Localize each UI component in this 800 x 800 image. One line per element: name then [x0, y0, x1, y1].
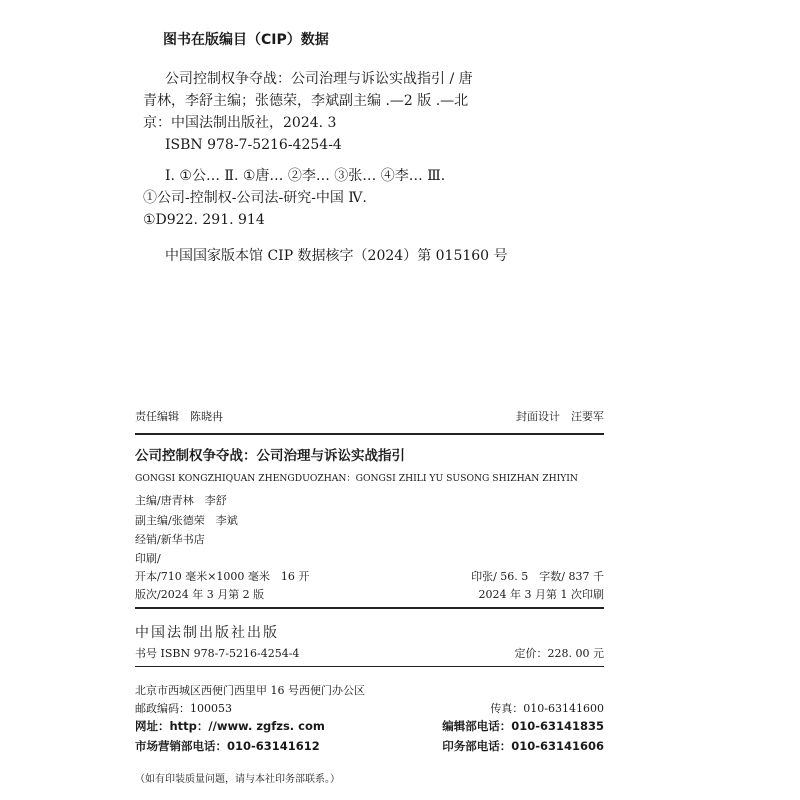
- divider-bottom: [135, 666, 604, 667]
- fax: 传真：010-63141600: [490, 702, 604, 715]
- sheets-and-words: 印张/ 56. 5 字数/ 837 千: [471, 570, 604, 583]
- printing: 印刷/: [135, 552, 161, 565]
- printing-dept-phone: 印务部电话：010-63141606: [442, 739, 604, 753]
- cip-subject-line-3: ①D922. 291. 914: [143, 212, 265, 228]
- cip-isbn: ISBN 978-7-5216-4254-4: [165, 137, 342, 153]
- cip-subject-line-1: Ⅰ. ①公… Ⅱ. ①唐… ②李… ③张… ④李… Ⅲ.: [165, 168, 446, 184]
- cip-subject-line-2: ①公司-控制权-公司法-研究-中国 Ⅳ.: [143, 190, 367, 206]
- chief-editors: 主编/唐青林 李舒: [135, 494, 227, 507]
- publisher-name: 中国法制出版社出版: [135, 625, 279, 641]
- format: 开本/710 毫米×1000 毫米 16 开: [135, 570, 310, 583]
- distribution: 经销/新华书店: [135, 533, 205, 546]
- divider-top: [135, 433, 604, 435]
- book-title-pinyin: GONGSI KONGZHIQUAN ZHENGDUOZHAN：GONGSI ZHILI YU SUSONG SHIZHAN ZHIYIN: [135, 473, 578, 484]
- marketing-phone: 市场营销部电话：010-63141612: [135, 739, 320, 753]
- cip-record-number: 中国国家版本馆 CIP 数据核字（2024）第 015160 号: [165, 248, 508, 264]
- editorial-phone: 编辑部电话：010-63141835: [442, 719, 604, 733]
- publisher-address: 北京市西城区西便门西里甲 16 号西便门办公区: [135, 684, 365, 697]
- book-title: 公司控制权争夺战：公司治理与诉讼实战指引: [135, 448, 405, 464]
- price: 定价：228. 00 元: [514, 647, 604, 660]
- deputy-editors: 副主编/张德荣 李斌: [135, 514, 238, 527]
- website: 网址：http：//www. zgfzs. com: [135, 719, 325, 733]
- cip-desc-line-1: 公司控制权争夺战：公司治理与诉讼实战指引 / 唐: [165, 71, 473, 87]
- cover-designer: 封面设计 汪要军: [516, 410, 604, 423]
- cip-heading: 图书在版编目（CIP）数据: [163, 32, 329, 48]
- divider-middle: [135, 607, 604, 609]
- responsible-editor: 责任编辑 陈晓冉: [135, 410, 223, 423]
- edition: 版次/2024 年 3 月第 2 版: [135, 588, 265, 601]
- postcode: 邮政编码：100053: [135, 702, 232, 715]
- cip-desc-line-2: 青林，李舒主编；张德荣，李斌副主编 .—2 版 .—北: [143, 93, 469, 109]
- cip-desc-line-3: 京：中国法制出版社，2024. 3: [143, 115, 337, 131]
- quality-note: （如有印装质量问题，请与本社印务部联系。）: [135, 774, 340, 785]
- print-run: 2024 年 3 月第 1 次印刷: [478, 588, 604, 601]
- book-number: 书号 ISBN 978-7-5216-4254-4: [135, 647, 300, 660]
